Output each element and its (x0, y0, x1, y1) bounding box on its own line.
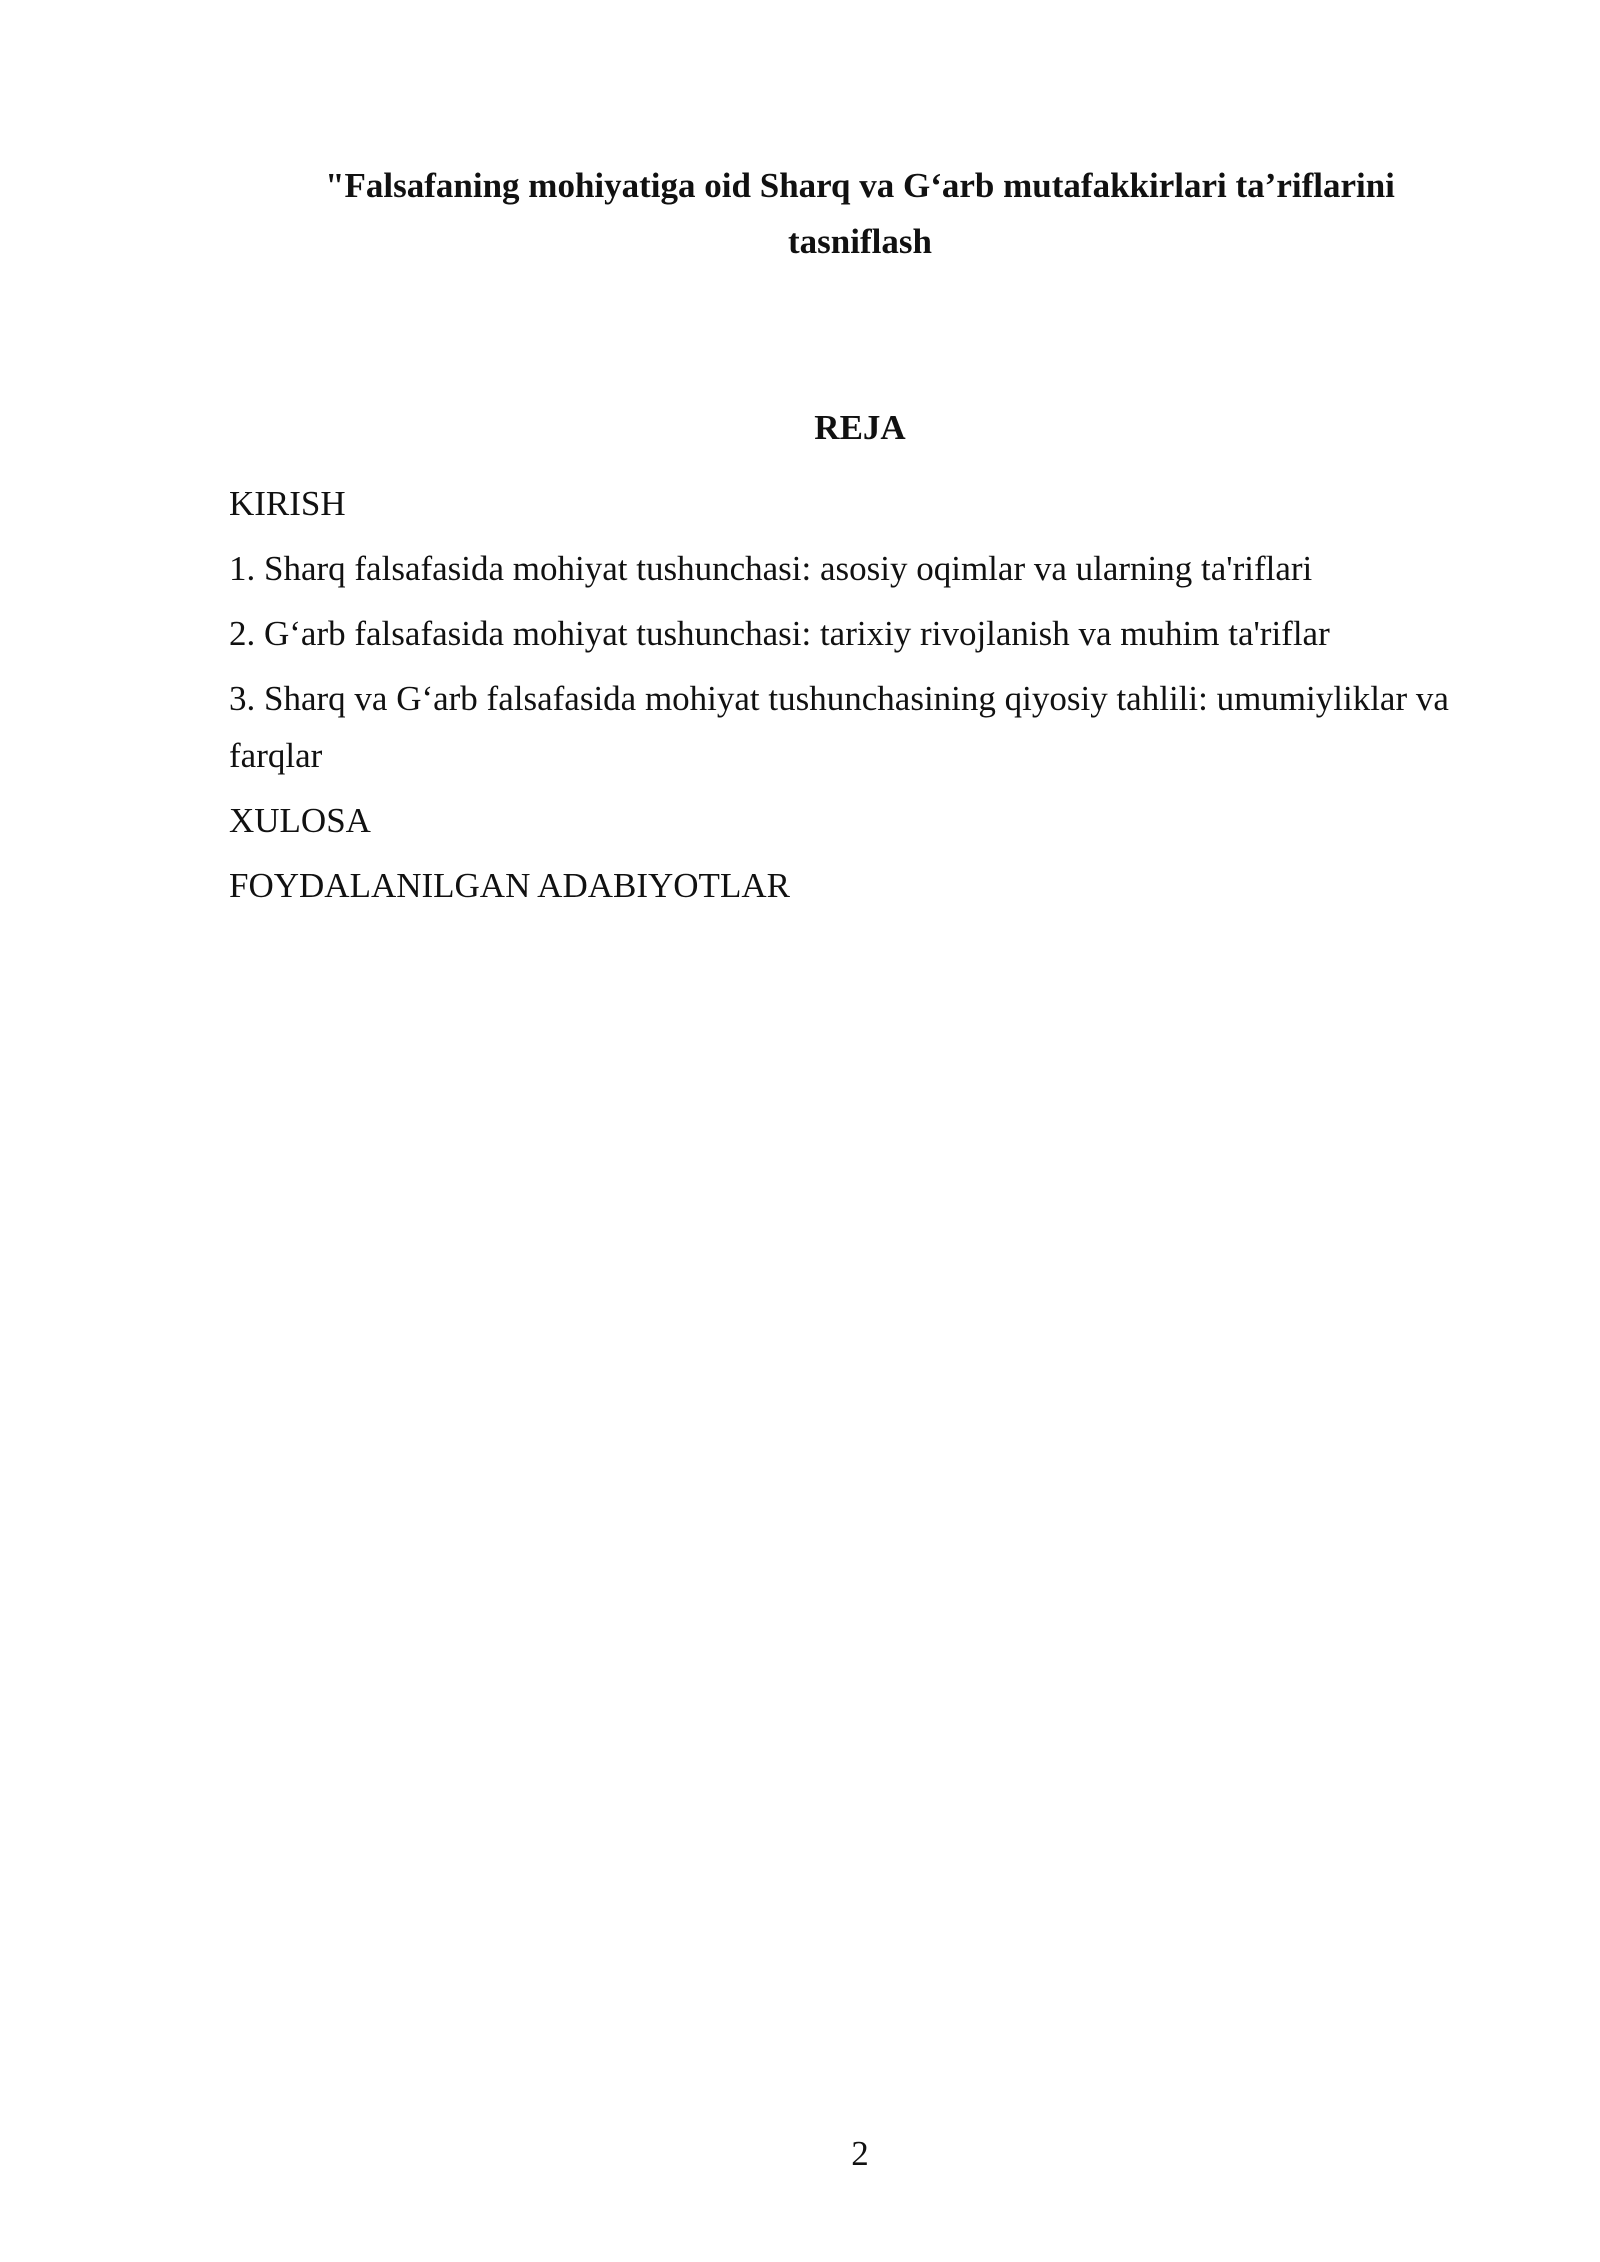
plan-heading: REJA (814, 408, 906, 447)
plan-list (229, 475, 1469, 922)
document-title-line-1: "Falsafaning mohiyatiga oid Sharq va G‘arb mutafakkirlari ta’riflarini (325, 166, 1395, 205)
plan-item-1: 1. Sharq falsafasida mohiyat tushunchasi: asosiy oqimlar va ularning ta'riflari (229, 549, 1313, 588)
plan-item-references: FOYDALANILGAN ADABIYOTLAR (229, 866, 790, 905)
plan-item-3: 3. Sharq va G‘arb falsafasida mohiyat tushunchasining qiyosiy tahlili: umumiyliklar va farqlar (229, 679, 1449, 775)
plan-item-conclusion: XULOSA (229, 801, 371, 840)
document-title (250, 158, 1470, 270)
plan-item-introduction: KIRISH (229, 484, 346, 523)
page-number: 2 (851, 2134, 869, 2173)
document-title-line-2: tasniflash (788, 222, 932, 261)
plan-item-2: 2. G‘arb falsafasida mohiyat tushunchasi: tarixiy rivojlanish va muhim ta'riflar (229, 614, 1330, 653)
